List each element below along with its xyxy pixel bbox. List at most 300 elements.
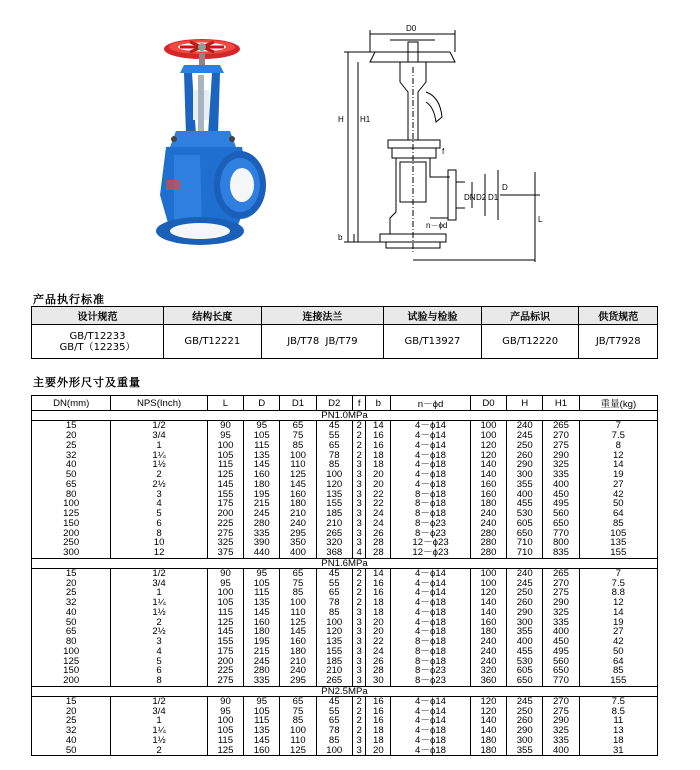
table-cell: 65 [280, 421, 316, 431]
table-cell: 160 [244, 617, 280, 627]
table-cell: 100 [207, 588, 243, 598]
table-cell: 175 [207, 499, 243, 509]
table-row [32, 568, 658, 578]
table-cell: 4－ϕ18 [391, 470, 471, 480]
table-cell: 1 [111, 441, 207, 451]
table-cell: 8－ϕ18 [391, 509, 471, 519]
table-cell: 18 [366, 450, 391, 460]
table-cell: 100 [470, 568, 506, 578]
table-cell: 50 [32, 617, 111, 627]
table-cell: 8 [111, 676, 207, 686]
table-cell: 140 [470, 716, 506, 726]
table-cell: 400 [507, 637, 543, 647]
table-cell: 4 [352, 548, 366, 558]
table-cell: 8－ϕ23 [391, 676, 471, 686]
table-cell: 65 [280, 696, 316, 706]
table-cell: 30 [366, 676, 391, 686]
table-cell: 125 [32, 656, 111, 666]
table-cell: 355 [507, 480, 543, 490]
table-cell: 100 [316, 470, 352, 480]
table-cell: 85 [579, 666, 657, 676]
table-cell: 115 [244, 441, 280, 451]
table-cell: 125 [207, 470, 243, 480]
table-cell: 260 [507, 598, 543, 608]
table-cell: 115 [244, 716, 280, 726]
table-cell: 400 [507, 489, 543, 499]
table-cell: 240 [470, 656, 506, 666]
table-cell: 22 [366, 637, 391, 647]
table-cell: 16 [366, 716, 391, 726]
table-cell: 180 [470, 736, 506, 746]
label-d2: D2 [476, 193, 487, 202]
table-cell: 250 [507, 441, 543, 451]
table-cell: 10 [111, 538, 207, 548]
standards-table [31, 306, 658, 359]
table-cell: 155 [207, 489, 243, 499]
table-cell: 100 [207, 716, 243, 726]
table-cell: 250 [32, 538, 111, 548]
table-cell: 800 [543, 538, 579, 548]
table-cell: 145 [280, 480, 316, 490]
table-row [32, 441, 658, 451]
table-cell: 240 [507, 568, 543, 578]
table-cell: 3 [352, 676, 366, 686]
table-cell: 8－ϕ23 [391, 519, 471, 529]
table-cell: 270 [543, 578, 579, 588]
table-cell: 3/4 [111, 706, 207, 716]
table-cell: 4 [111, 647, 207, 657]
table-cell: 13 [579, 726, 657, 736]
table-cell: 4－ϕ18 [391, 598, 471, 608]
table-cell: 1¼ [111, 726, 207, 736]
table-cell: 4－ϕ18 [391, 736, 471, 746]
std-cell: GB/T12221 [163, 325, 261, 359]
table-cell: 100 [316, 617, 352, 627]
table-cell: 85 [280, 588, 316, 598]
table-cell: 185 [316, 509, 352, 519]
table-cell: 4－ϕ14 [391, 706, 471, 716]
table-cell: 4－ϕ18 [391, 617, 471, 627]
std-cell: GB/T13927 [384, 325, 482, 359]
table-cell: 455 [507, 647, 543, 657]
table-cell: 530 [507, 509, 543, 519]
table-cell: 3 [352, 647, 366, 657]
std-header: 连接法兰 [261, 307, 384, 325]
table-cell: 26 [366, 656, 391, 666]
table-cell: 270 [543, 696, 579, 706]
table-cell: 28 [366, 548, 391, 558]
table-cell: 290 [543, 716, 579, 726]
table-cell: 155 [316, 499, 352, 509]
table-cell: 185 [316, 656, 352, 666]
table-cell: 105 [244, 431, 280, 441]
table-cell: 3/4 [111, 431, 207, 441]
dims-header: D0 [470, 396, 506, 411]
table-cell: 105 [207, 598, 243, 608]
table-cell: 110 [280, 736, 316, 746]
table-cell: 250 [507, 588, 543, 598]
table-cell: 1 [111, 588, 207, 598]
table-cell: 95 [207, 706, 243, 716]
table-cell: 2 [352, 578, 366, 588]
table-cell: 560 [543, 656, 579, 666]
table-cell: 40 [32, 460, 111, 470]
table-cell: 95 [207, 431, 243, 441]
label-h: H [338, 115, 344, 124]
table-cell: 4－ϕ14 [391, 441, 471, 451]
table-cell: 7 [579, 421, 657, 431]
label-d: D [502, 183, 508, 192]
table-cell: 45 [316, 696, 352, 706]
table-cell: 4－ϕ18 [391, 745, 471, 755]
table-cell: 240 [470, 647, 506, 657]
table-cell: 250 [507, 706, 543, 716]
table-cell: 65 [32, 480, 111, 490]
table-cell: 95 [244, 421, 280, 431]
table-cell: 240 [280, 519, 316, 529]
std-header: 供货规范 [579, 307, 658, 325]
dims-header: D1 [280, 396, 316, 411]
table-cell: 5 [111, 509, 207, 519]
table-cell: 2 [111, 470, 207, 480]
table-cell: 115 [207, 736, 243, 746]
standards-title: 产品执行标准 [33, 293, 105, 306]
table-cell: 4－ϕ14 [391, 578, 471, 588]
dims-header: b [366, 396, 391, 411]
table-cell: 24 [366, 519, 391, 529]
table-cell: 14 [579, 460, 657, 470]
table-cell: 100 [207, 441, 243, 451]
table-cell: 225 [207, 519, 243, 529]
table-cell: 265 [543, 568, 579, 578]
table-cell: 8 [111, 528, 207, 538]
dims-header: H [507, 396, 543, 411]
table-cell: 1/2 [111, 421, 207, 431]
table-cell: 95 [244, 568, 280, 578]
table-cell: 4－ϕ14 [391, 716, 471, 726]
table-cell: 95 [244, 696, 280, 706]
label-d0: D0 [406, 24, 417, 33]
table-cell: 4－ϕ18 [391, 608, 471, 618]
table-row [32, 736, 658, 746]
table-cell: 26 [366, 528, 391, 538]
table-cell: 16 [366, 706, 391, 716]
table-cell: 275 [543, 588, 579, 598]
table-cell: 160 [470, 617, 506, 627]
table-cell: 50 [32, 470, 111, 480]
table-cell: 12 [579, 598, 657, 608]
table-cell: 2 [352, 706, 366, 716]
table-cell: 120 [470, 696, 506, 706]
table-cell: 335 [244, 676, 280, 686]
table-cell: 8－ϕ18 [391, 499, 471, 509]
table-cell: 90 [207, 696, 243, 706]
table-cell: 14 [579, 608, 657, 618]
table-cell: 85 [280, 716, 316, 726]
table-cell: 27 [579, 627, 657, 637]
table-cell: 20 [32, 706, 111, 716]
table-cell: 180 [244, 627, 280, 637]
table-cell: 300 [507, 617, 543, 627]
table-cell: 100 [470, 578, 506, 588]
table-cell: 8－ϕ18 [391, 647, 471, 657]
table-cell: 265 [316, 676, 352, 686]
table-cell: 140 [470, 470, 506, 480]
table-cell: 4－ϕ14 [391, 421, 471, 431]
table-cell: 210 [280, 509, 316, 519]
table-cell: 105 [244, 578, 280, 588]
table-cell: 100 [316, 745, 352, 755]
table-cell: 14 [366, 421, 391, 431]
table-cell: 135 [316, 637, 352, 647]
table-cell: 100 [280, 726, 316, 736]
std-cell: GB/T12233 GB/T（12235） [32, 325, 164, 359]
table-cell: 12－ϕ23 [391, 548, 471, 558]
pressure-section-label: PN2.5MPa [32, 686, 658, 696]
table-cell: 495 [543, 647, 579, 657]
table-cell: 145 [244, 736, 280, 746]
table-cell: 50 [579, 647, 657, 657]
table-cell: 120 [316, 480, 352, 490]
table-cell: 55 [316, 706, 352, 716]
table-cell: 2 [352, 588, 366, 598]
table-cell: 18 [366, 726, 391, 736]
table-cell: 450 [543, 637, 579, 647]
table-cell: 155 [316, 647, 352, 657]
table-cell: 125 [207, 745, 243, 755]
table-cell: 20 [366, 627, 391, 637]
table-cell: 245 [244, 656, 280, 666]
table-cell: 12 [579, 450, 657, 460]
table-cell: 105 [207, 450, 243, 460]
table-cell: 180 [470, 745, 506, 755]
table-cell: 300 [507, 736, 543, 746]
table-cell: 25 [32, 716, 111, 726]
table-cell: 18 [366, 608, 391, 618]
table-cell: 275 [207, 676, 243, 686]
label-b: b [338, 233, 343, 242]
table-cell: 4－ϕ18 [391, 627, 471, 637]
table-cell: 325 [543, 726, 579, 736]
table-cell: 16 [366, 588, 391, 598]
table-cell: 400 [543, 480, 579, 490]
table-row [32, 676, 658, 686]
table-cell: 4－ϕ14 [391, 431, 471, 441]
table-cell: 710 [507, 548, 543, 558]
table-cell: 42 [579, 637, 657, 647]
table-cell: 2 [352, 568, 366, 578]
table-cell: 325 [543, 460, 579, 470]
label-dn: DN [464, 193, 476, 202]
table-cell: 90 [207, 421, 243, 431]
table-cell: 125 [280, 617, 316, 627]
table-cell: 90 [207, 568, 243, 578]
table-cell: 22 [366, 489, 391, 499]
table-cell: 12－ϕ23 [391, 538, 471, 548]
std-header: 产品标识 [481, 307, 579, 325]
table-cell: 32 [32, 450, 111, 460]
table-cell: 16 [366, 431, 391, 441]
table-cell: 360 [470, 676, 506, 686]
table-cell: 24 [366, 647, 391, 657]
table-cell: 145 [207, 627, 243, 637]
table-cell: 100 [280, 598, 316, 608]
table-cell: 210 [316, 666, 352, 676]
table-cell: 18 [579, 736, 657, 746]
table-cell: 145 [280, 627, 316, 637]
table-cell: 835 [543, 548, 579, 558]
table-cell: 180 [244, 480, 280, 490]
table-cell: 120 [470, 450, 506, 460]
table-cell: 140 [470, 460, 506, 470]
table-cell: 4－ϕ18 [391, 480, 471, 490]
std-cell: JB/T78 JB/T79 [261, 325, 384, 359]
table-cell: 280 [470, 528, 506, 538]
table-cell: 80 [32, 637, 111, 647]
pressure-section-label: PN1.0MPa [32, 411, 658, 421]
table-cell: 7.5 [579, 696, 657, 706]
table-cell: 80 [32, 489, 111, 499]
table-cell: 160 [244, 470, 280, 480]
table-cell: 135 [244, 598, 280, 608]
std-cell: GB/T12220 [481, 325, 579, 359]
table-cell: 50 [32, 745, 111, 755]
table-cell: 355 [507, 627, 543, 637]
table-cell: 180 [470, 627, 506, 637]
table-cell: 7 [579, 568, 657, 578]
table-cell: 3 [352, 745, 366, 755]
table-cell: 180 [470, 499, 506, 509]
table-cell: 3 [352, 489, 366, 499]
table-cell: 8 [579, 441, 657, 451]
table-cell: 265 [316, 528, 352, 538]
table-cell: 2 [352, 598, 366, 608]
table-cell: 195 [244, 489, 280, 499]
table-cell: 85 [316, 736, 352, 746]
table-cell: 160 [280, 489, 316, 499]
table-cell: 31 [579, 745, 657, 755]
table-cell: 3/4 [111, 578, 207, 588]
dimensions-table [31, 395, 658, 756]
table-cell: 8－ϕ18 [391, 637, 471, 647]
table-cell: 1½ [111, 608, 207, 618]
table-cell: 2 [352, 450, 366, 460]
table-cell: 3 [352, 736, 366, 746]
table-cell: 145 [207, 480, 243, 490]
table-row [32, 745, 658, 755]
table-cell: 605 [507, 666, 543, 676]
table-cell: 375 [207, 548, 243, 558]
table-cell: 400 [543, 627, 579, 637]
table-cell: 3 [111, 489, 207, 499]
table-cell: 8－ϕ23 [391, 666, 471, 676]
std-header: 结构长度 [163, 307, 261, 325]
table-cell: 16 [366, 578, 391, 588]
table-cell: 4－ϕ14 [391, 588, 471, 598]
table-cell: 40 [32, 736, 111, 746]
table-cell: 2 [111, 617, 207, 627]
table-cell: 290 [507, 608, 543, 618]
table-cell: 2 [352, 696, 366, 706]
table-cell: 105 [207, 726, 243, 736]
table-cell: 295 [280, 676, 316, 686]
table-cell: 135 [244, 450, 280, 460]
table-cell: 3 [352, 538, 366, 548]
table-cell: 115 [244, 588, 280, 598]
table-cell: 40 [32, 608, 111, 618]
table-cell: 24 [366, 509, 391, 519]
table-cell: 28 [366, 538, 391, 548]
table-cell: 225 [207, 666, 243, 676]
table-cell: 3 [352, 617, 366, 627]
table-cell: 3 [111, 637, 207, 647]
table-cell: 75 [280, 578, 316, 588]
table-cell: 100 [32, 499, 111, 509]
table-cell: 710 [507, 538, 543, 548]
table-cell: 3 [352, 666, 366, 676]
table-cell: 3 [352, 470, 366, 480]
table-cell: 325 [207, 538, 243, 548]
table-cell: 530 [507, 656, 543, 666]
table-cell: 335 [543, 736, 579, 746]
table-cell: 78 [316, 450, 352, 460]
table-cell: 160 [280, 637, 316, 647]
table-cell: 12 [111, 548, 207, 558]
dims-header: DN(mm) [32, 396, 111, 411]
table-cell: 19 [579, 470, 657, 480]
table-cell: 3 [352, 509, 366, 519]
table-cell: 245 [244, 509, 280, 519]
table-cell: 3 [352, 656, 366, 666]
table-cell: 11 [579, 716, 657, 726]
table-cell: 125 [207, 617, 243, 627]
table-cell: 135 [244, 726, 280, 736]
table-cell: 145 [244, 608, 280, 618]
table-cell: 20 [366, 745, 391, 755]
table-cell: 160 [244, 745, 280, 755]
table-cell: 770 [543, 676, 579, 686]
table-cell: 45 [316, 421, 352, 431]
table-cell: 120 [470, 441, 506, 451]
table-cell: 4－ϕ18 [391, 460, 471, 470]
table-cell: 350 [280, 538, 316, 548]
table-cell: 55 [316, 578, 352, 588]
table-cell: 100 [32, 647, 111, 657]
table-cell: 15 [32, 568, 111, 578]
table-cell: 6 [111, 666, 207, 676]
table-cell: 6 [111, 519, 207, 529]
table-cell: 455 [507, 499, 543, 509]
table-cell: 16 [366, 441, 391, 451]
table-cell: 125 [280, 470, 316, 480]
dimensions-title: 主要外形尺寸及重量 [33, 376, 141, 389]
table-cell: 260 [507, 716, 543, 726]
table-cell: 28 [366, 666, 391, 676]
table-cell: 240 [470, 637, 506, 647]
table-row [32, 548, 658, 558]
table-cell: 280 [470, 538, 506, 548]
table-cell: 560 [543, 509, 579, 519]
table-cell: 160 [470, 480, 506, 490]
std-header: 试验与检验 [384, 307, 482, 325]
table-cell: 18 [366, 736, 391, 746]
table-cell: 4－ϕ18 [391, 726, 471, 736]
table-cell: 440 [244, 548, 280, 558]
table-row [32, 480, 658, 490]
table-cell: 45 [316, 568, 352, 578]
table-cell: 245 [507, 578, 543, 588]
table-cell: 135 [316, 489, 352, 499]
